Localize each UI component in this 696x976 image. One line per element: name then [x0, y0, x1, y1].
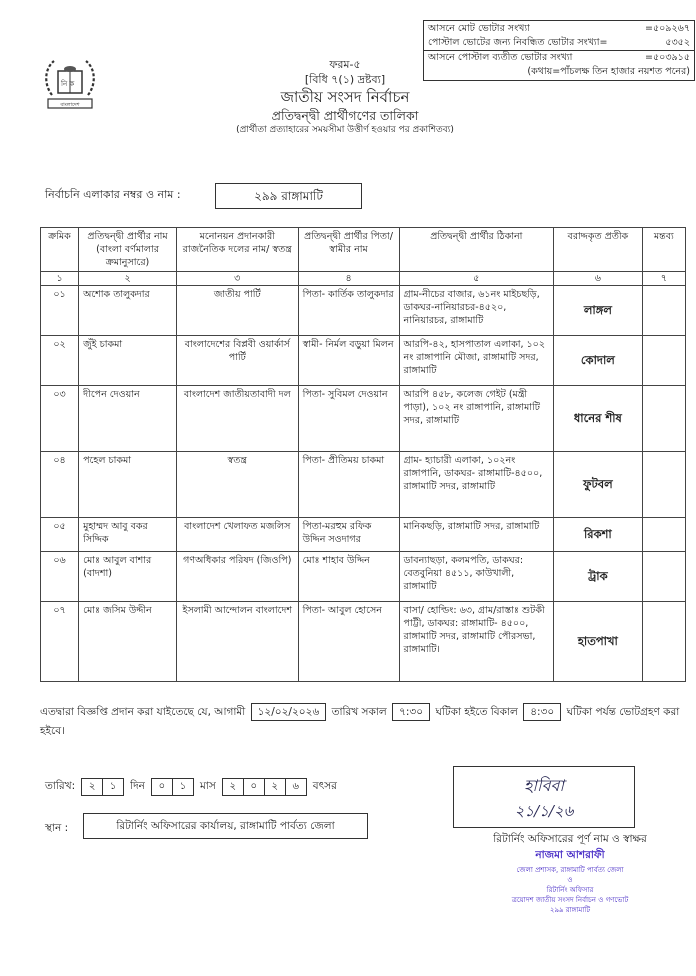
column-number-row	[41, 272, 686, 286]
signature-label: রিটার্নিং অফিসারের পূর্ণ নাম ও স্বাক্ষর	[493, 833, 647, 845]
parent-cell: পিতা-মরহুম রফিক উদ্দিন সওদাগর	[298, 518, 399, 552]
remarks-cell	[642, 386, 685, 452]
total-voters-row	[428, 22, 690, 36]
party-cell: ইসলামী আন্দোলন বাংলাদেশ	[176, 602, 298, 682]
table-row	[41, 386, 686, 452]
table-header-row	[41, 228, 686, 272]
voters-in-words: (কথায়=পাঁচলক্ষ তিন হাজার নয়শত পনের)	[527, 66, 690, 77]
address-cell: মানিকছড়ি, রাঙ্গামাটি সদর, রাঙ্গামাটি	[399, 518, 554, 552]
constituency-label: নির্বাচনি এলাকার নম্বর ও নাম :	[45, 188, 181, 201]
place-value: রিটার্নিং অফিসারের কার্যালয়, রাঙ্গামাটি পার্বত্য জেলা	[83, 813, 368, 839]
candidate-name-cell: পহেল চাকমা	[79, 452, 177, 518]
day-digit: ২	[88, 781, 96, 792]
serial-cell: ০৭	[41, 602, 79, 682]
symbol-cell: কোদাল	[554, 336, 643, 386]
symbol-cell: ট্রাক	[554, 552, 643, 602]
stamp-conjunction: ও	[567, 876, 573, 884]
stamp-constituency: ২৯৯ রাঙ্গামাটি	[549, 906, 591, 914]
postal-voters-label: পোস্টাল ভোটের জন্য নিবন্ধিত ভোটার সংখ্যা=	[428, 37, 608, 48]
serial-cell: ০৫	[41, 518, 79, 552]
table-row	[41, 336, 686, 386]
parent-cell: পিতা- সুবিমল দেওয়ান	[298, 386, 399, 452]
total-voters-value: =৫০৯২৬৭	[645, 23, 690, 34]
table-row	[41, 452, 686, 518]
issue-date	[45, 778, 337, 796]
year-digit: ২	[264, 779, 285, 795]
column-number: ২	[79, 272, 177, 286]
symbol-cell: লাঙ্গল	[554, 286, 643, 336]
postal-voters-value: ৫৩৫২	[665, 37, 690, 48]
column-number: ৪	[298, 272, 399, 286]
address-cell: আরপি ৪৫৮, কলেজ গেইট (মন্ত্রী পাড়া), ১০২ নং রাঙ্গাপানি, রাঙ্গামাটি সদর, রাঙ্গামাটি	[399, 386, 554, 452]
party-cell: স্বতন্ত্র	[176, 452, 298, 518]
column-header-party: মনোনয়ন প্রদানকারী রাজনৈতিক দলের নাম/ স্বতন্ত্র	[176, 228, 298, 272]
year-digits	[222, 778, 307, 796]
remarks-cell	[642, 336, 685, 386]
notice-text-1: এতদ্বারা বিজ্ঞপ্তি প্রদান করা যাইতেছে যে, আগামী	[40, 706, 246, 718]
candidate-name-cell: মোঃ জসিম উদ্দীন	[79, 602, 177, 682]
stamp-designation: জেলা প্রশাসক, রাঙ্গামাটি পার্বত্য জেলা	[516, 866, 624, 874]
notice-text-3: ঘটিকা হইতে বিকাল	[435, 706, 518, 718]
column-header-symbol: বরাদ্দকৃত প্রতীক	[554, 228, 643, 272]
year-digit: ০	[243, 779, 264, 795]
month-label: মাস	[199, 779, 216, 792]
rule-reference: [বিধি ৭(১) দ্রষ্টব্য]	[304, 73, 386, 86]
form-header	[150, 58, 540, 136]
polling-date: ১২/০২/২০২৬	[251, 703, 327, 721]
day-digit: ১	[102, 779, 123, 795]
signature-box	[453, 766, 635, 828]
year-label: বৎসর	[312, 779, 337, 792]
page-title: জাতীয় সংসদ নির্বাচন	[280, 88, 410, 106]
symbol-cell: ধানের শীষ	[554, 386, 643, 452]
column-header-remarks: মন্তব্য	[642, 228, 685, 272]
candidate-name-cell: মোঃ আবুল বাশার (বাদশা)	[79, 552, 177, 602]
postal-voters-row	[424, 36, 694, 51]
table-row	[41, 552, 686, 602]
constituency-value: ২৯৯ রাঙ্গামাটি	[215, 183, 362, 209]
column-header-address: প্রতিদ্বন্দ্বী প্রার্থীর ঠিকানা	[399, 228, 554, 272]
stamp-officer-name: নাজমা আশরাফী	[535, 849, 605, 861]
candidate-name-cell: মুহাম্মদ আবু বকর সিদ্দিক	[79, 518, 177, 552]
column-header-name: প্রতিদ্বন্দ্বী প্রার্থীর নাম (বাংলা বর্ণমালার ক্রমানুসারে)	[79, 228, 177, 272]
polling-notice	[40, 703, 680, 741]
party-cell: গণঅধিকার পরিষদ (জিওপি)	[176, 552, 298, 602]
party-cell: বাংলাদেশ খেলাফত মজলিস	[176, 518, 298, 552]
table-row	[41, 286, 686, 336]
address-cell: বাসা/ হোল্ডিং: ৬৩, গ্রাম/রাস্তাঃ শুটকী পাট্টী, ডাকঘর: রাঙ্গামাটি- ৪৫০০, রাঙ্গামাটি সদর, রাঙ্গামাটি পৌরসভা, রাঙ্গামাটি।	[399, 602, 554, 682]
notice-text-2: তারিখ সকাল	[331, 706, 387, 718]
year-digit: ২	[229, 781, 236, 792]
address-cell: গ্রাম- হ্যাচারী এলাকা, ১০২নং রাঙ্গাপানি, ডাকঘর- রাঙ্গামাটি-৪৫০০, রাঙ্গামাটি সদর, রাঙ্গামাটি	[399, 452, 554, 518]
table-row	[41, 518, 686, 552]
party-cell: বাংলাদেশের বিপ্লবী ওয়ার্কার্স পার্টি	[176, 336, 298, 386]
parent-cell: মোঃ শাহাব উদ্দিন	[298, 552, 399, 602]
symbol-cell: রিকশা	[554, 518, 643, 552]
day-digits	[81, 778, 124, 796]
notice-text-4: ঘটিকা পর্যন্ত ভোটগ্রহণ করা হইবে।	[40, 706, 680, 737]
candidate-name-cell: দীপেন দেওয়ান	[79, 386, 177, 452]
address-cell: ডাবন্যাছড়া, কলমপতি, ডাকঘর: বেতবুনিয়া ৪৫১১, কাউখালী, রাঙ্গামাটি	[399, 552, 554, 602]
day-label: দিন	[130, 779, 145, 792]
election-commission-emblem-icon	[40, 55, 100, 113]
parent-cell: পিতা- প্রীতিময় চাকমা	[298, 452, 399, 518]
candidates-table	[40, 227, 686, 682]
year-digit: ৬	[285, 779, 306, 795]
logo-ribbon-text: বাংলাদেশ	[60, 102, 80, 108]
symbol-cell: ফুটবল	[554, 452, 643, 518]
parent-cell: পিতা- আবুল হোসেন	[298, 602, 399, 682]
column-number: ১	[41, 272, 79, 286]
column-header-parent: প্রতিদ্বন্দ্বী প্রার্থীর পিতা/ স্বামীর নাম	[298, 228, 399, 272]
polling-end-time: ৪:৩০	[523, 703, 561, 721]
serial-cell: ০৬	[41, 552, 79, 602]
column-number: ৫	[399, 272, 554, 286]
official-stamp	[450, 848, 690, 915]
handwritten-signature-date: ২১/১/২৬	[514, 802, 574, 820]
column-number: ৩	[176, 272, 298, 286]
header-note: (প্রার্থীতা প্রত্যাহারের সময়সীমা উত্তীর্ণ হওয়ার পর প্রকাশিতব্য)	[236, 125, 454, 135]
parent-cell: স্বামী- নির্মল বড়ুয়া মিলন	[298, 336, 399, 386]
polling-start-time: ৭:৩০	[392, 703, 430, 721]
non-postal-voters-value: =৫০৩৯১৫	[645, 52, 690, 63]
serial-cell: ০১	[41, 286, 79, 336]
address-cell: গ্রাম-নীচের বাজার, ৬১নং মাইচছড়ি, ডাকঘর-নানিয়ারচর-৪৫২০, নানিয়ারচর, রাঙ্গামাটি	[399, 286, 554, 336]
remarks-cell	[642, 452, 685, 518]
month-digit: ০	[158, 781, 166, 792]
serial-cell: ০৩	[41, 386, 79, 452]
candidate-name-cell: অশোক তালুকদার	[79, 286, 177, 336]
column-header-serial: ক্রমিক	[41, 228, 79, 272]
address-cell: আরপি-৪২, হাসপাতাল এলাকা, ১০২ নং রাঙ্গাপানি মৌজা, রাঙ্গামাটি সদর, রাঙ্গামাটি	[399, 336, 554, 386]
form-number: ফরম-৫	[329, 58, 361, 71]
place-label: স্থান :	[45, 822, 69, 834]
candidate-name-cell: জুঁই চাকমা	[79, 336, 177, 386]
serial-cell: ০২	[41, 336, 79, 386]
column-number: ৭	[642, 272, 685, 286]
total-voters-label: আসনে মোট ভোটার সংখ্যা	[428, 23, 530, 34]
non-postal-voters-label: আসনে পোস্টাল ব্যতীত ভোটার সংখ্যা	[428, 52, 573, 63]
parent-cell: পিতা- কার্তিক তালুকদার	[298, 286, 399, 336]
remarks-cell	[642, 552, 685, 602]
stamp-election: ত্রয়োদশ জাতীয় সংসদ নির্বাচন ও গণভোট	[511, 896, 629, 904]
month-digits	[151, 778, 194, 796]
remarks-cell	[642, 286, 685, 336]
month-digit: ১	[172, 779, 193, 795]
handwritten-signature: হাবিবা	[523, 776, 565, 795]
column-number: ৬	[554, 272, 643, 286]
remarks-cell	[642, 602, 685, 682]
stamp-role: রিটার্নিং অফিসার	[546, 886, 594, 894]
remarks-cell	[642, 518, 685, 552]
page-subtitle: প্রতিদ্বন্দ্বী প্রার্থীগণের তালিকা	[271, 108, 419, 123]
logo-box-letters: নি ক	[61, 80, 75, 88]
symbol-cell: হাতপাখা	[554, 602, 643, 682]
party-cell: বাংলাদেশ জাতীয়তাবাদী দল	[176, 386, 298, 452]
serial-cell: ০৪	[41, 452, 79, 518]
party-cell: জাতীয় পার্টি	[176, 286, 298, 336]
table-row	[41, 602, 686, 682]
date-label: তারিখ:	[45, 779, 76, 792]
